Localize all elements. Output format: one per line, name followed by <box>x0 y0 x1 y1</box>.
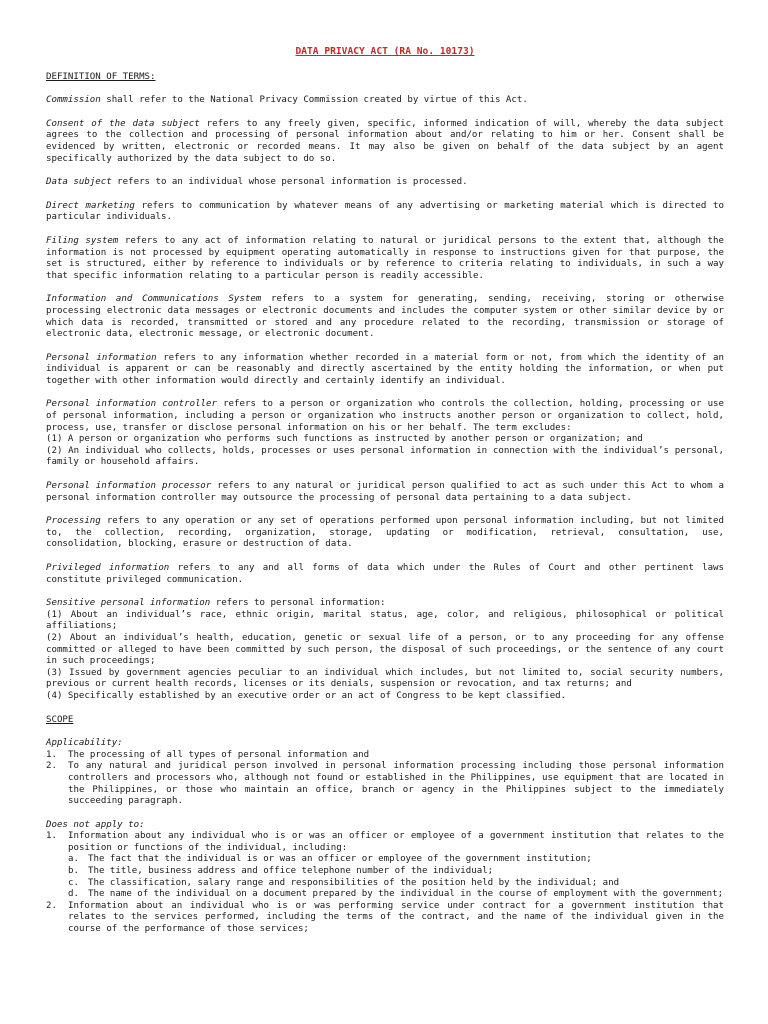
sensitive-line: (4) Specifically established by an executive order or an act of Congress to be kept classified. <box>46 690 567 701</box>
list-marker: a. <box>68 854 79 865</box>
sub-list-item <box>46 854 724 866</box>
sensitive-definition <box>46 598 724 702</box>
definition-paragraph <box>46 516 724 551</box>
applicability-title: Applicability: <box>46 738 123 749</box>
not-apply-list <box>46 831 724 854</box>
list-item-text: The name of the individual on a document prepared by the individual in the course of employment with the government; <box>88 889 724 900</box>
list-marker: 2. <box>46 761 57 772</box>
definition-text: refers to personal information: <box>210 598 386 609</box>
definition-paragraph <box>46 95 724 107</box>
not-apply-section <box>46 820 724 936</box>
definition-paragraph <box>46 563 724 586</box>
list-item-text: The fact that the individual is or was an officer or employee of the government institution; <box>88 854 592 865</box>
definition-text: refers to any natural or juridical person qualified to act as such under this Act to whom a personal information controller may outsource the processing of personal data pertaining to a data subject. <box>46 481 724 503</box>
definition-paragraph <box>46 201 724 224</box>
list-item <box>46 761 724 807</box>
applicability-list <box>46 750 724 808</box>
list-item-text: Information about an individual who is or was performing service under contract for a government institution that relates to the services performed, including the terms of the contract, and the name of the individual given in the course of the performance of those services; <box>68 900 724 935</box>
definitions-heading: DEFINITION OF TERMS: <box>46 71 156 82</box>
sensitive-line: (1) About an individual’s race, ethnic origin, marital status, age, color, and religious, philosophical or political affiliations; <box>46 609 724 632</box>
definition-text: shall refer to the National Privacy Commission created by virtue of this Act. <box>100 95 528 106</box>
definition-term: Filing system <box>46 235 119 246</box>
definition-term: Data subject <box>46 177 112 188</box>
definition-paragraph <box>46 598 724 610</box>
definition-term: Processing <box>46 516 101 527</box>
document-page <box>46 46 724 948</box>
definition-paragraph <box>46 294 724 340</box>
applicability-section <box>46 738 724 808</box>
definition-text: refers to any freely given, specific, informed indication of will, whereby the data subject agrees to the collection and processing of personal information about and/or relating to him or her. Consent shall be evidenced by written, electronic or recorded means. It may also be given on behalf of the data subject by an agent specifically authorized by the data subject to do so. <box>46 118 724 164</box>
document-title: DATA PRIVACY ACT (RA No. 10173) <box>295 46 475 57</box>
list-marker: d. <box>68 889 79 900</box>
definition-term: Information and Communications System <box>46 294 262 305</box>
list-item-text: The title, business address and office telephone number of the individual; <box>88 866 494 877</box>
definition-text: refers to any act of information relating to natural or juridical persons to the extent that, although the information is not processed by equipment operating automatically in response to instructions given for that purpose, the set is structured, either by reference to individuals or by reference to criteria relating to individuals, in such a way that specific information relating to a particular person is readily accessible. <box>46 235 724 281</box>
not-apply-title: Does not apply to: <box>46 819 145 830</box>
sub-list-item <box>46 878 724 890</box>
definition-paragraph <box>46 119 724 165</box>
definition-term: Commission <box>46 95 101 106</box>
sensitive-line: (3) Issued by government agencies peculiar to an individual which includes, but not limited to, social security numbers, previous or current health records, licenses or its denials, suspension or revocation, and tax returns; and <box>46 667 724 690</box>
definition-text: refers to any operation or any set of operations performed upon personal information including, but not limited to, the collection, recording, organization, storage, updating or modification, retrieval, consultation, use, consolidation, blocking, erasure or destruction of data. <box>46 516 724 550</box>
list-item-text: The processing of all types of personal information and <box>68 749 370 760</box>
list-item-text: To any natural and juridical person involved in personal information processing including those personal information controllers and processors who, although not found or established in the Philippines, use equipment that are located in the Philippines, or those who maintain an office, branch or agency in the Philippines subject to the immediately succeeding paragraph. <box>68 761 724 807</box>
list-marker: 1. <box>46 749 57 760</box>
list-item-text: Information about any individual who is or was an officer or employee of a government institution that relates to the position or functions of the individual, including: <box>68 831 724 853</box>
definition-term: Personal information <box>46 352 157 363</box>
sub-list <box>46 854 724 900</box>
definition-term: Personal information controller <box>46 399 217 410</box>
exclusion-line: (2) An individual who collects, holds, processes or uses personal information in connection with the individual’s personal, family or household affairs. <box>46 445 724 468</box>
definition-text: refers to any information whether recorded in a material form or not, from which the identity of an individual is apparent or can be reasonably and directly ascertained by the entity holding the information, or when put together with other information would directly and certainly identify an individual. <box>46 352 724 386</box>
definition-term: Direct marketing <box>46 200 135 211</box>
definition-term: Privileged information <box>46 563 170 573</box>
definition-paragraph <box>46 236 724 282</box>
controller-definition <box>46 399 724 469</box>
list-item <box>46 831 724 854</box>
definition-term: Personal information processor <box>46 481 212 492</box>
definition-paragraph <box>46 177 724 189</box>
definition-term: Consent of the data subject <box>46 118 200 129</box>
definition-term: Sensitive personal information <box>46 598 211 609</box>
definition-paragraph <box>46 481 724 504</box>
definition-text: refers to any and all forms of data which under the Rules of Court and other pertinent laws constitute privileged communication. <box>46 563 724 585</box>
list-item <box>46 750 724 762</box>
list-item <box>46 901 724 936</box>
exclusion-line: (1) A person or organization who performs such functions as instructed by another person or organization; and <box>46 434 643 445</box>
definition-text: refers to an individual whose personal information is processed. <box>111 177 468 188</box>
sub-list-item <box>46 889 724 901</box>
definition-text: refers to communication by whatever means of any advertising or marketing material which is directed to particular individuals. <box>46 200 724 223</box>
not-apply-list <box>46 901 724 936</box>
definition-paragraph <box>46 399 724 434</box>
list-marker: c. <box>68 877 79 888</box>
scope-heading: SCOPE <box>46 714 74 725</box>
sensitive-line: (2) About an individual’s health, education, genetic or sexual life of a person, or to any proceeding for any offense committed or alleged to have been committed by such person, the disposal of such proceedings, or the sentence of any court in such proceedings; <box>46 632 724 667</box>
sub-list-item <box>46 866 724 878</box>
list-marker: 2. <box>46 900 57 911</box>
list-marker: 1. <box>46 831 57 842</box>
definition-text: refers to a person or organization who controls the collection, holding, processing or use of personal information, including a person or organization who instructs another person or organization to collect, hold, process, use, transfer or disclose personal information on his or her behalf. The term excludes: <box>46 399 724 433</box>
list-marker: b. <box>68 866 79 877</box>
list-item-text: The classification, salary range and responsibilities of the position held by the individual; and <box>88 877 620 888</box>
definition-text: refers to a system for generating, sending, receiving, storing or otherwise processing electronic data messages or electronic documents and includes the computer system or other similar device by or which data is recorded, transmitted or stored and any procedure related to the recording, transmission or storage of electronic data, electronic message, or electronic document. <box>46 294 725 340</box>
definition-paragraph <box>46 353 724 388</box>
